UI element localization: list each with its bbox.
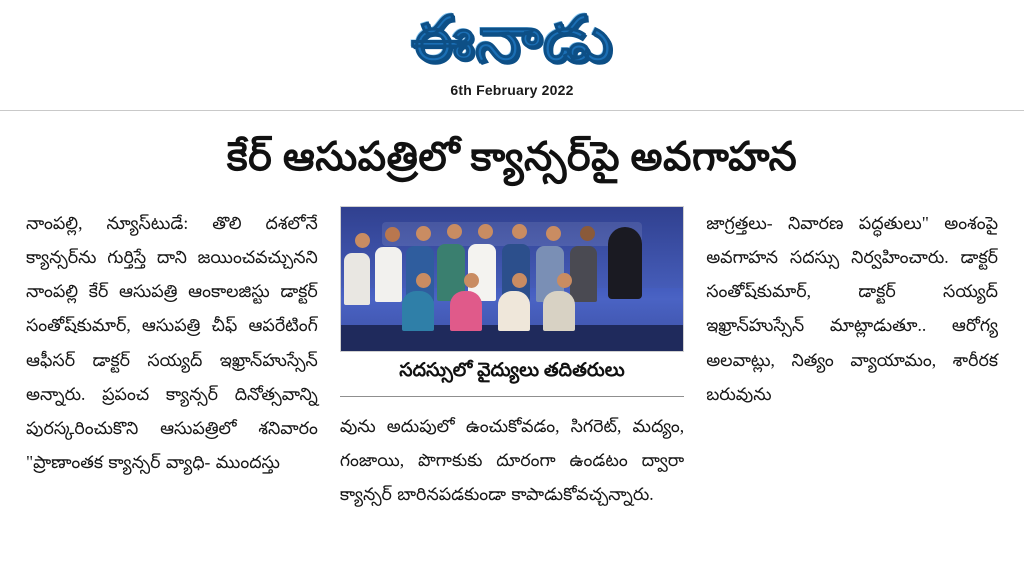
article-text-middle: వును అదుపులో ఉంచుకోవడం, సిగరెట్, మద్యం, గంజాయి, పొగాకుకు దూరంగా ఉండటం ద్వారా క్యాన్సర్ బారినపడకుండా కాపాడుకోవచ్చన్నారు. [339,416,685,505]
photo-person-body [375,247,402,302]
photo-person-body [608,227,642,299]
publication-logo-text: ఈనాడు [410,4,614,75]
photo-person-body [402,291,434,331]
article-body [0,206,1024,511]
article-columns [26,206,998,511]
photo-person-head [546,226,561,241]
group-photo-doctors-and-attendees [340,206,684,352]
article-text-left: నాంపల్లి, న్యూస్‌టుడే: తొలి దశలోనే క్యాన్సర్‌ను గుర్తిస్తే దాని జయించవచ్చునని నాంపల్లి కేర్ ఆసుపత్రి ఆంకాలజిస్టు డాక్టర్ సంతోష్‌కుమార్, ఆసుపత్రి చీఫ్ ఆపరేటింగ్ ఆఫీసర్ డాక్టర్ సయ్యద్ ఇఖ్రాన్‌హుస్సేన్ అన్నారు. ప్రపంచ క్యాన్సర్ దినోత్సవాన్ని పురస్కరించుకొని ఆసుపత్రిలో శనివారం "ప్రాణాంతక క్యాన్సర్ వ్యాధి- ముందస్తు [26,213,318,472]
article-column-right [706,206,998,411]
photo-person-body [570,246,597,302]
photo-person-body [344,253,370,305]
masthead [0,0,1024,111]
article-text-right: జాగ్రత్తలు- నివారణ పద్ధతులు" అంశంపై అవగాహన సదస్సు నిర్వహించారు. డాక్టర్ సంతోష్‌కుమార్, డాక్టర్ సయ్యద్ ఇఖ్రాన్‌హుస్సేన్ మాట్లాడుతూ.. ఆరోగ్య అలవాట్లు, నిత్యం వ్యాయామం, శారీరక బరువును [706,213,999,404]
photo-person-body [498,291,530,331]
masthead-divider [0,110,1024,111]
article-column-left [26,206,318,479]
photo-person-head [416,226,431,241]
photo-person-body [450,291,482,331]
photo-person-head [355,233,370,248]
photo-caption: సదస్సులో వైద్యులు తదితరులు [399,360,625,381]
publication-date: 6th February 2022 [450,82,574,98]
article-headline: కేర్ ఆసుపత్రిలో క్యాన్సర్‌పై అవగాహన [226,134,798,179]
publication-logo [405,4,620,75]
photo-person-head [478,224,493,239]
photo-block [340,206,684,397]
article-column-middle [340,206,684,511]
photo-person-head [557,273,572,288]
photo-person-body [543,291,575,331]
caption-divider [340,396,684,397]
